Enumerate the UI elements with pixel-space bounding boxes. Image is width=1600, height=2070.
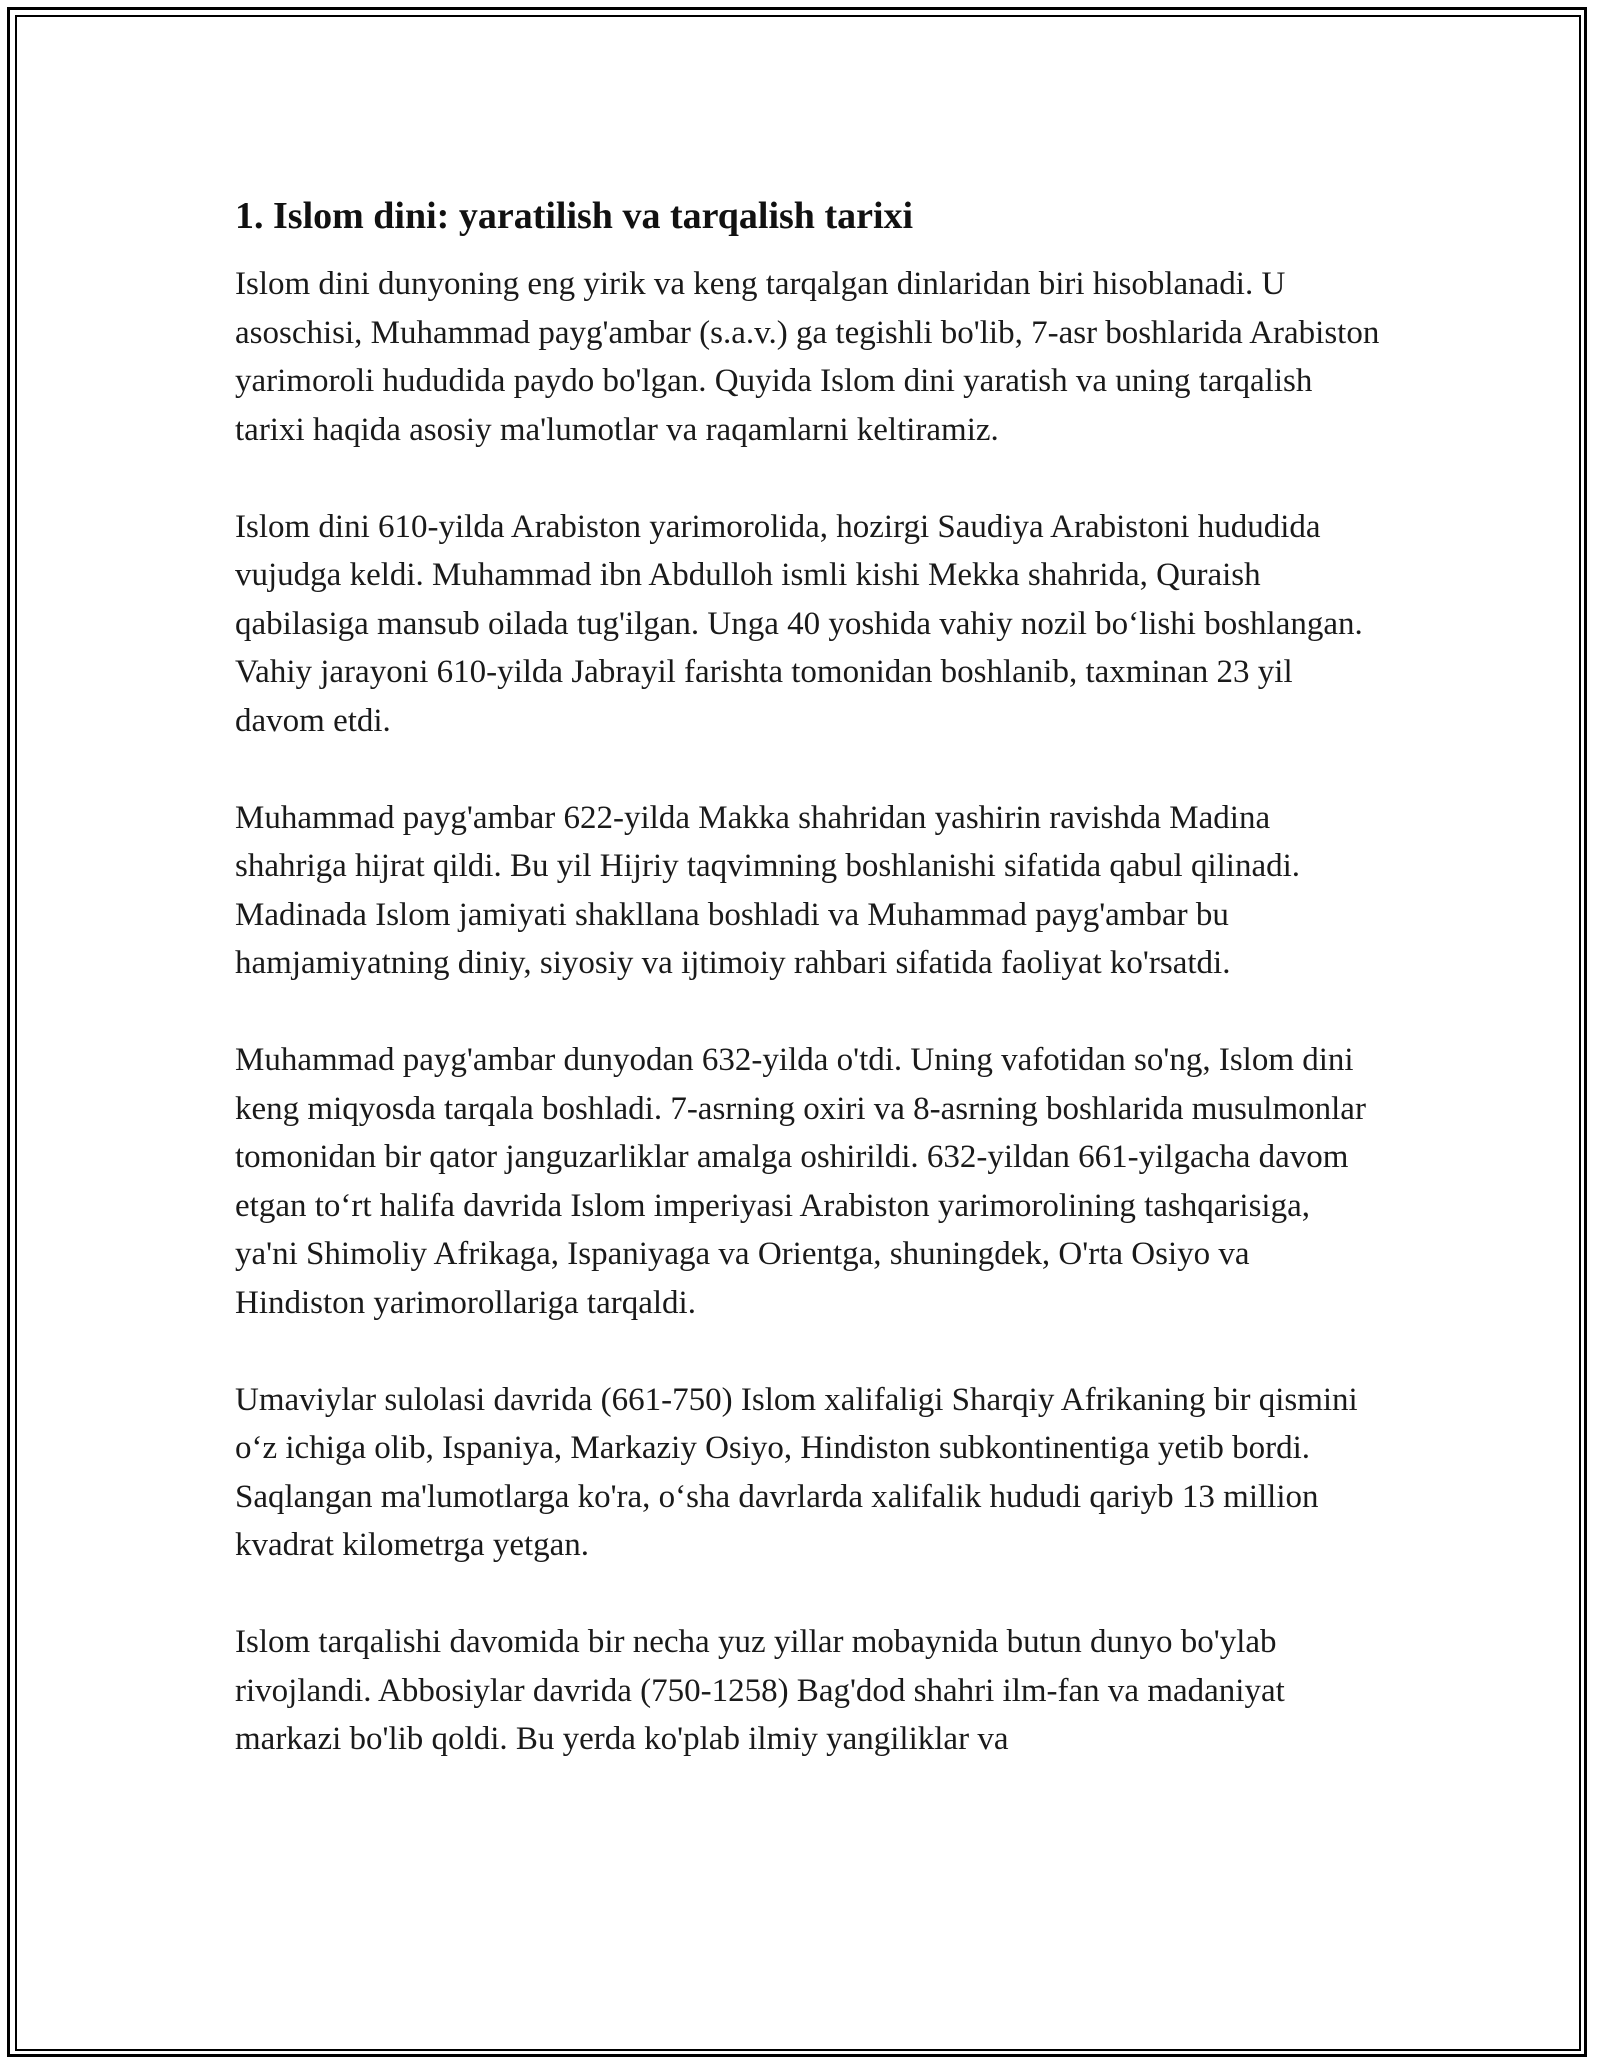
paragraph-abbasids: Islom tarqalishi davomida bir necha yuz yillar mobaynida butun dunyo bo'ylab rivojlandi. Abbosiylar davrida (750-1258) Bag'dod shahri ilm-fan va madaniyat markazi bo'lib qoldi. Bu yerda ko'plab ilmiy yangiliklar va: [235, 1624, 1285, 1757]
document-body: [235, 186, 1380, 1812]
paragraph-expansion: Muhammad payg'ambar dunyodan 632-yilda o'tdi. Uning vafotidan so'ng, Islom dini keng miqyosda tarqala boshladi. 7-asrning oxiri va 8-asrning boshlarida musulmonlar tomonidan bir qator janguzarliklar amalga oshirildi. 632-yildan 661-yilgacha davom etgan to‘rt halifa davrida Islom imperiyasi Arabiston yarimorolining tashqarisiga, ya'ni Shimoliy Afrikaga, Ispaniyaga va Orientga, shuningdek, O'rta Osiyo va Hindiston yarimorollariga tarqaldi.: [235, 1042, 1366, 1321]
paragraph-origin: Islom dini 610-yilda Arabiston yarimorolida, hozirgi Saudiya Arabistoni hududida vujudga keldi. Muhammad ibn Abdulloh ismli kishi Mekka shahrida, Quraish qabilasiga mansub oilada tug'ilgan. Unga 40 yoshida vahiy nozil bo‘lishi boshlangan. Vahiy jarayoni 610-yilda Jabrayil farishta tomonidan boshlanib, taxminan 23 yil davom etdi.: [235, 508, 1363, 739]
paragraph-hijra: Muhammad payg'ambar 622-yilda Makka shahridan yashirin ravishda Madina shahriga hijrat qildi. Bu yil Hijriy taqvimning boshlanishi sifatida qabul qilinadi. Madinada Islom jamiyati shakllana boshladi va Muhammad payg'ambar bu hamjamiyatning diniy, siyosiy va ijtimoiy rahbari sifatida faoliyat ko'rsatdi.: [235, 799, 1301, 981]
section-heading: 1. Islom dini: yaratilish va tarqalish tarixi: [235, 195, 914, 237]
paragraph-umayyads: Umaviylar sulolasi davrida (661-750) Islom xalifaligi Sharqiy Afrikaning bir qismini o‘z ichiga olib, Ispaniya, Markaziy Osiyo, Hindiston subkontinentiga yetib bordi. Saqlangan ma'lumotlarga ko'ra, o‘sha davrlarda xalifalik hududi qariyb 13 million kvadrat kilometrga yetgan.: [235, 1381, 1358, 1563]
paragraph-intro: Islom dini dunyoning eng yirik va keng tarqalgan dinlaridan biri hisoblanadi. U asoschisi, Muhammad payg'ambar (s.a.v.) ga tegishli bo'lib, 7-asr boshlarida Arabiston yarimoroli hududida paydo bo'lgan. Quyida Islom dini yaratish va uning tarqalish tarixi haqida asosiy ma'lumotlar va raqamlarni keltiramiz.: [235, 266, 1380, 448]
